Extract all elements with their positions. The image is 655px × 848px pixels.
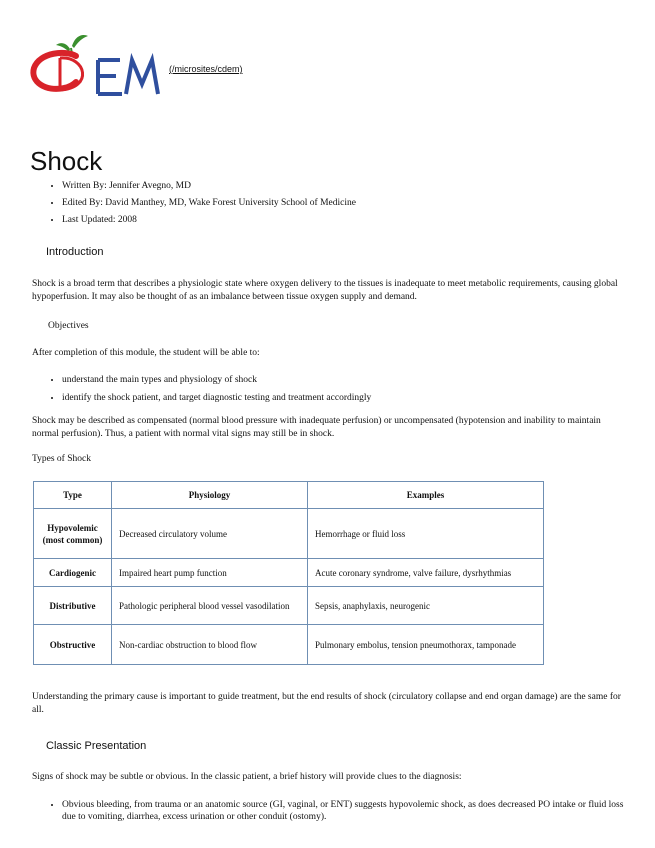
objective-item: • identify the shock patient, and target diagnostic testing and treatment accordingly (62, 392, 632, 404)
cell-examples: Hemorrhage or fluid loss (308, 509, 544, 559)
column-header-examples: Examples (308, 482, 544, 509)
cell-type: Obstructive (34, 625, 112, 665)
meta-author: • Written By: Jennifer Avegno, MD (62, 181, 356, 192)
cell-examples: Sepsis, anaphylaxis, neurogenic (308, 587, 544, 625)
cell-physiology: Non-cardiac obstruction to blood flow (112, 625, 308, 665)
table-row (34, 587, 544, 625)
cell-examples: Acute coronary syndrome, valve failure, dysrhythmias (308, 559, 544, 587)
article-meta (50, 181, 356, 232)
classic-presentation-heading: Classic Presentation (46, 740, 147, 752)
types-of-shock-table (33, 481, 544, 665)
cell-physiology: Decreased circulatory volume (112, 509, 308, 559)
cell-examples: Pulmonary embolus, tension pneumothorax, tamponade (308, 625, 544, 665)
classic-presentation-list (50, 799, 632, 829)
cell-physiology: Impaired heart pump function (112, 559, 308, 587)
meta-updated: • Last Updated: 2008 (62, 215, 356, 226)
presentation-item: • Obvious bleeding, from trauma or an anatomic source (GI, vaginal, or ENT) suggests hypovolemic shock, as does decreased PO intake or fluid loss due to vomiting, diarrhea, excess urination or other conduit (ostomy). (62, 799, 632, 823)
table-row (34, 625, 544, 665)
objectives-list (50, 374, 632, 410)
summary-text: Understanding the primary cause is important to guide treatment, but the end results of shock (circulatory collapse and end organ damage) are the same for all. (32, 692, 621, 715)
meta-editor: • Edited By: David Manthey, MD, Wake Forest University School of Medicine (62, 198, 356, 209)
cell-type: Distributive (34, 587, 112, 625)
table-row (34, 559, 544, 587)
types-caption: Types of Shock (32, 454, 91, 464)
table-row (34, 509, 544, 559)
column-header-physiology: Physiology (112, 482, 308, 509)
cdem-logo-mark (28, 32, 168, 98)
introduction-text: Shock is a broad term that describes a physiologic state where oxygen delivery to the tissues is inadequate to meet metabolic requirements, causing global hypoperfusion. It may also be thought of as an imbalance between tissue oxygen supply and demand. (32, 279, 618, 302)
objectives-heading: Objectives (48, 321, 89, 331)
objective-item: • understand the main types and physiology of shock (62, 374, 632, 386)
page-title: Shock (30, 146, 103, 176)
objectives-lead: After completion of this module, the student will be able to: (32, 348, 260, 358)
column-header-type: Type (34, 482, 112, 509)
classic-presentation-lead: Signs of shock may be subtle or obvious. In the classic patient, a brief history will provide clues to the diagnosis: (32, 772, 462, 782)
compensated-note: Shock may be described as compensated (normal blood pressure with inadequate perfusion) or uncompensated (hypotension and inability to maintain normal perfusion). Thus, a patient with normal vital signs may still be in shock. (32, 416, 601, 439)
cell-type: Hypovolemic (most common) (34, 509, 112, 559)
cell-physiology: Pathologic peripheral blood vessel vasodilation (112, 587, 308, 625)
table-header-row (34, 482, 544, 509)
cdem-logo[interactable] (28, 32, 168, 98)
introduction-heading: Introduction (46, 246, 104, 258)
cdem-home-link[interactable]: (/microsites/cdem) (169, 64, 243, 74)
cell-type: Cardiogenic (34, 559, 112, 587)
